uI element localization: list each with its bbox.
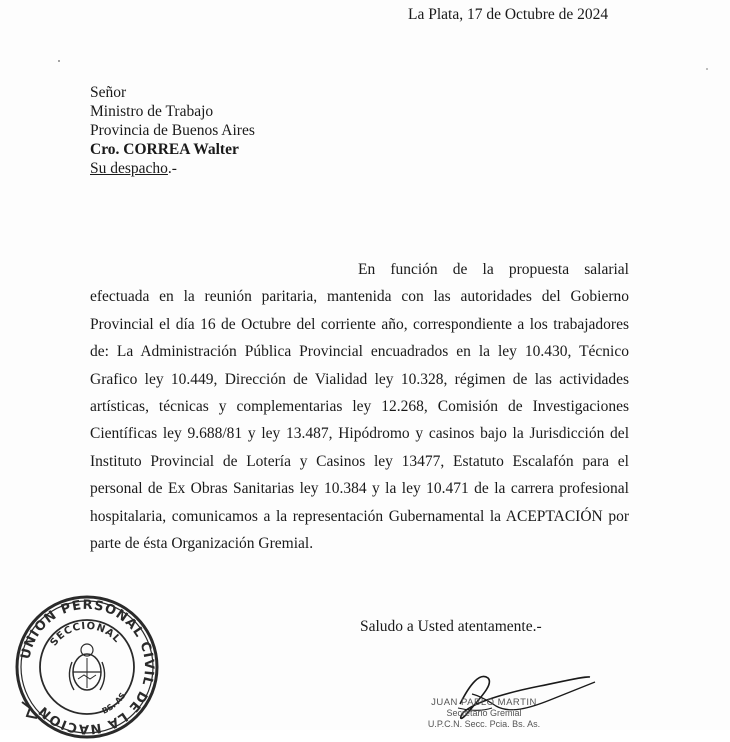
addressee-salutation: Señor <box>90 84 127 101</box>
coat-of-arms-icon <box>69 644 104 690</box>
date-line: La Plata, 17 de Octubre de 2024 <box>408 6 609 23</box>
addressee-block <box>90 83 255 178</box>
addressee-position: Ministro de Trabajo <box>90 103 214 120</box>
scan-speck <box>58 60 60 62</box>
stamp-inner-text: SECCIONAL <box>48 620 123 649</box>
addressee-province: Provincia de Buenos Aires <box>90 122 255 139</box>
body-paragraph <box>90 256 629 557</box>
signatory-title: Secretario Gremial <box>446 708 522 718</box>
addressee-despacho <box>90 159 255 178</box>
stamp-bottom-text: BS. AS. <box>100 688 130 716</box>
closing-line: Saludo a Usted atentamente.- <box>360 618 542 635</box>
addressee-name: Cro. CORREA Walter <box>90 141 239 158</box>
scan-speck <box>706 68 708 70</box>
union-stamp <box>12 592 162 742</box>
signatory-name: JUAN PABLO MARTIN <box>431 697 537 708</box>
signature-block <box>414 697 554 730</box>
body-paragraph-text: En función de la propuesta salarial efectuada en la reunión paritaria, mantenida con las autoridades del Gobierno Provincial el día 16 de Octubre del corriente año, correspondiente a los trabajadores de: La Administración Pública Provincial encuadrados en la ley 10.430, Técnico Grafico ley 10.449, Dirección de Vialidad ley 10.328, régimen de las actividades artísticas, técnicas y complementarias ley 12.268, Comisión de Investigaciones Científicas ley 9.688/81 y ley 13.487, Hipódromo y casinos bajo la Jurisdicción del Instituto Provincial de Lotería y Casinos ley 13477, Estatuto Escalafón para el personal de Ex Obras Sanitarias ley 10.384 y la ley 10.471 de la carrera profesional hospitalaria, comunicamos a la representación Gubernamental la ACEPTACIÓN por parte de ésta Organización Gremial. <box>90 261 629 553</box>
stamp-outer-text: UNION PERSONAL CIVIL DE LA NACION <box>18 597 157 737</box>
despacho-suffix: .- <box>167 160 177 177</box>
signatory-org: U.P.C.N. Secc. Pcia. Bs. As. <box>427 719 541 729</box>
despacho-underlined: Su despacho <box>90 160 168 177</box>
